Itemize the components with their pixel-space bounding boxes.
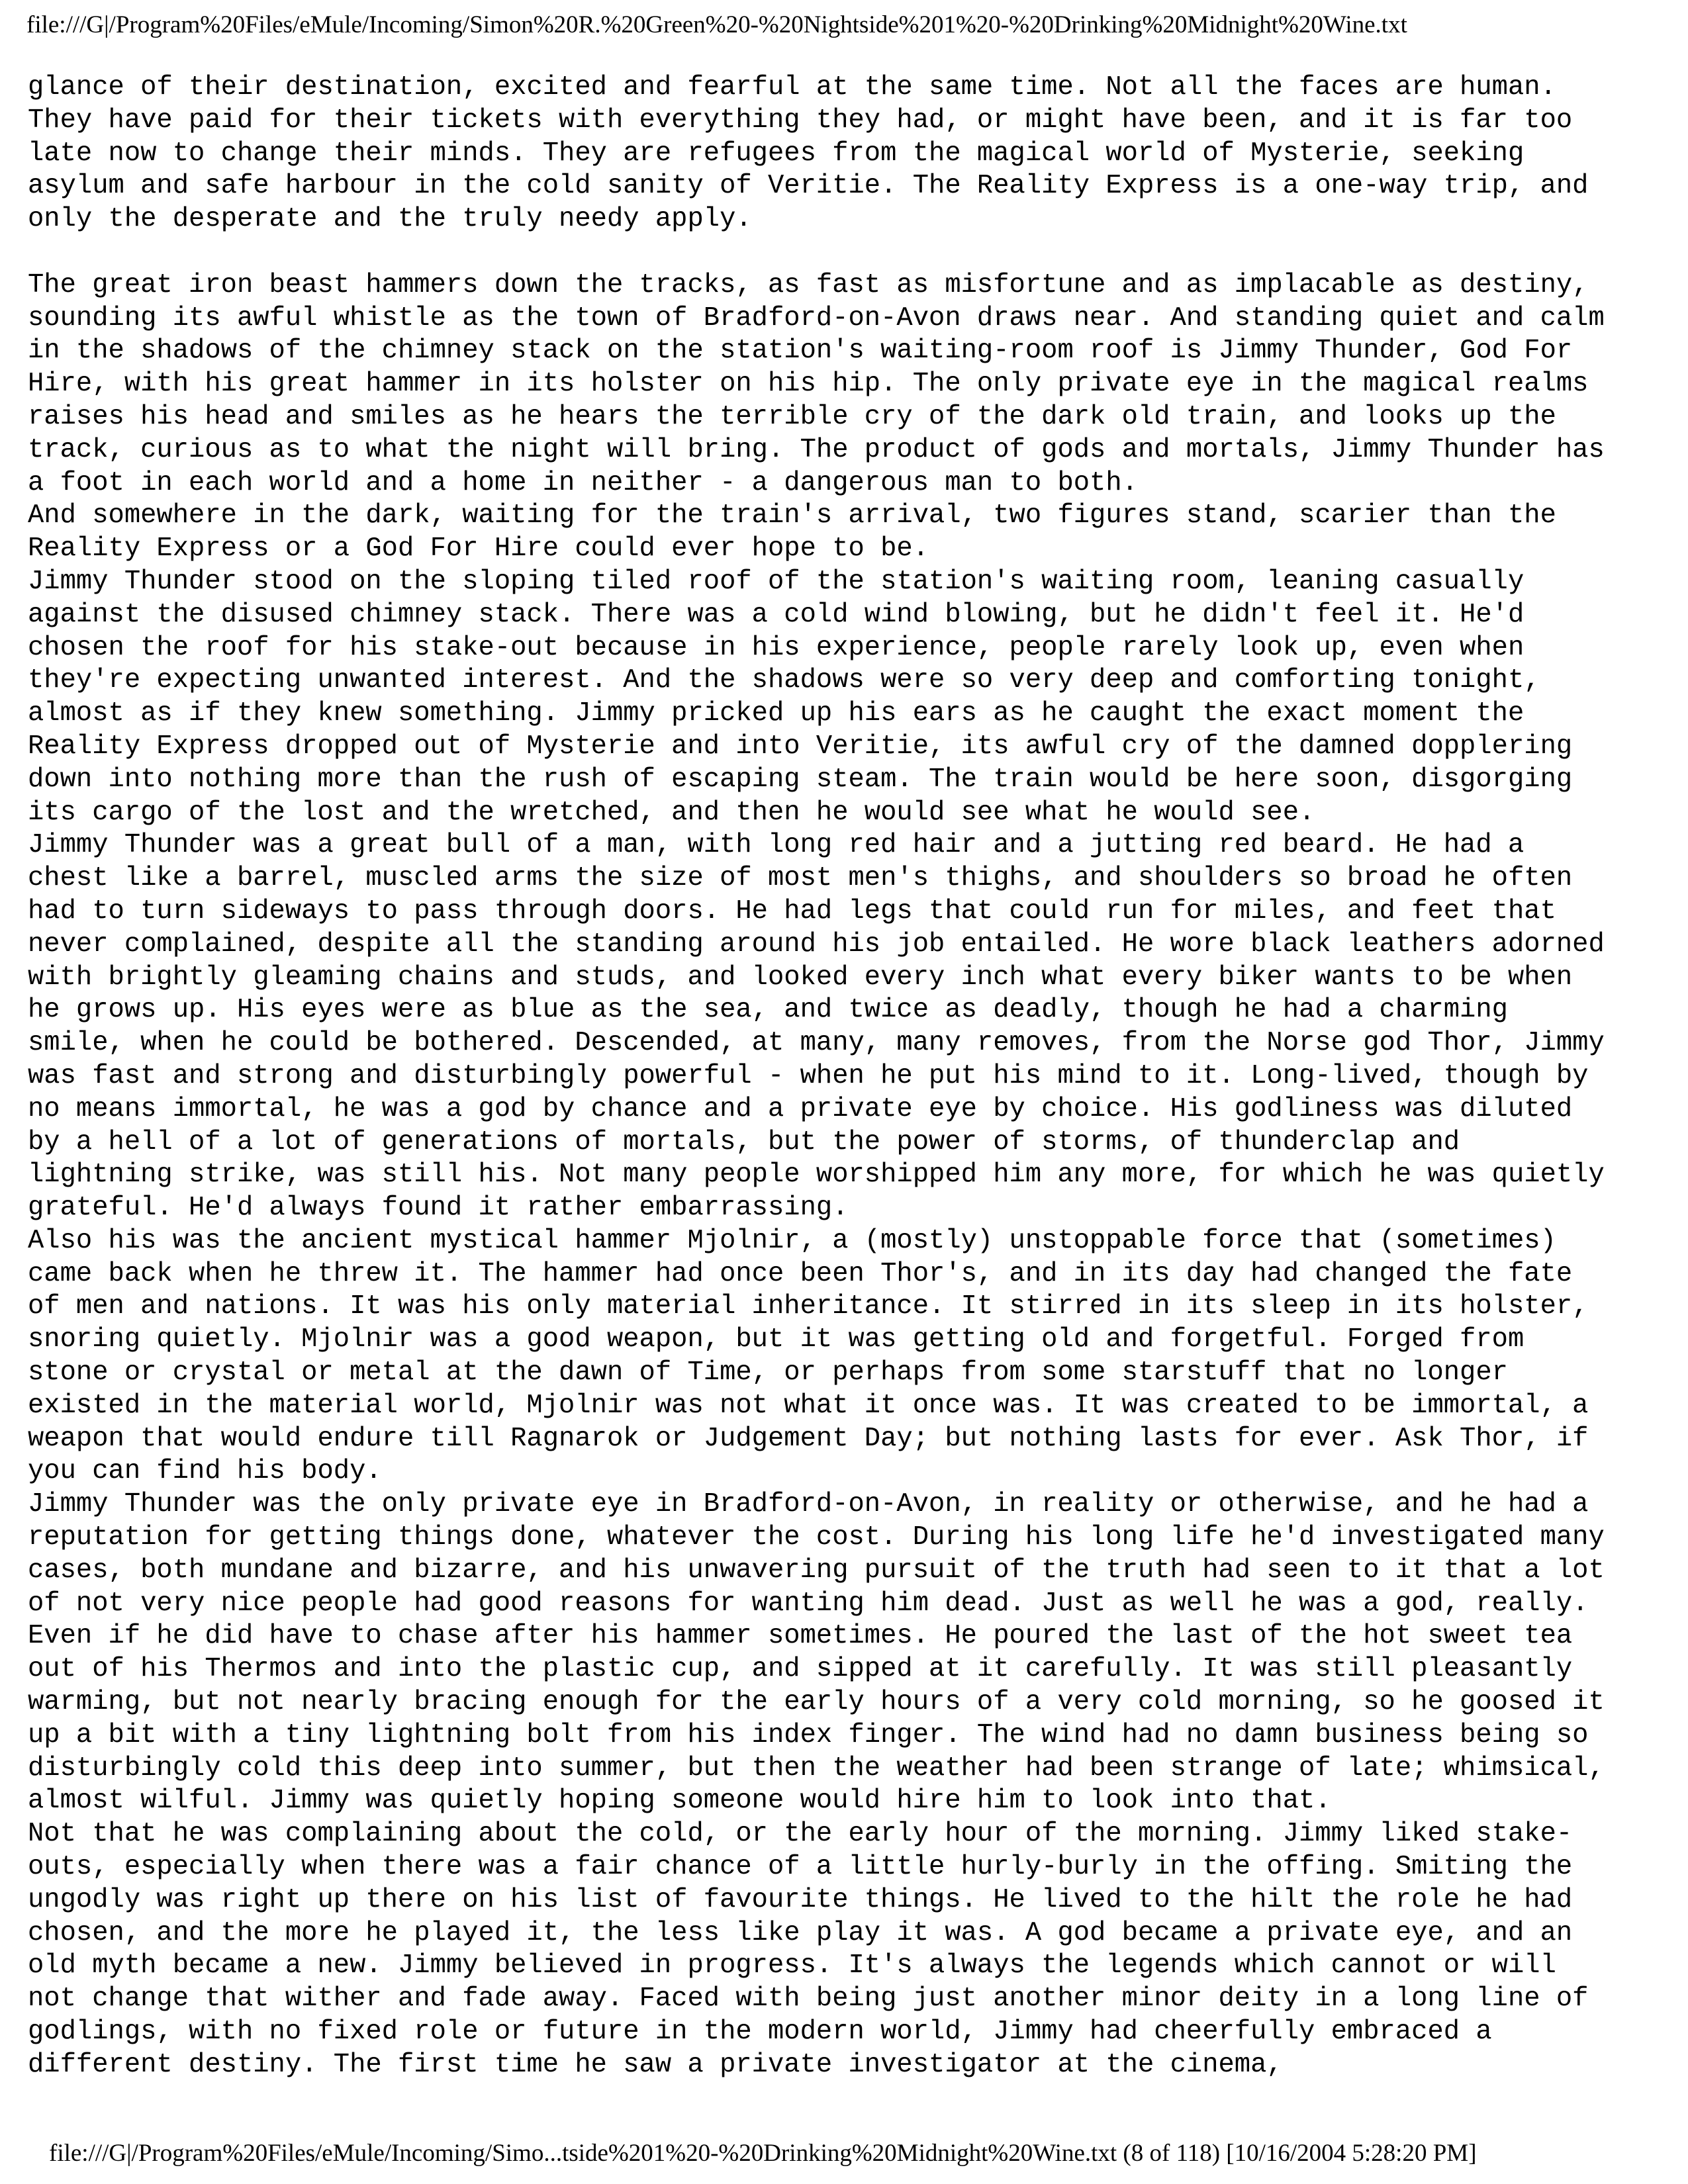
paragraph-two-figures: And somewhere in the dark, waiting for the train's arrival, two figures stand, scarier than the Reality Express or a God For Hire could ever hope to be. <box>28 500 1556 565</box>
file-path-header: file:///G|/Program%20Files/eMule/Incoming/Simon%20R.%20Green%20-%20Nightside%201%20-%20Drinking%20Midnight%20Wine.txt <box>26 11 1407 38</box>
paragraph-refugees: glance of their destination, excited and fearful at the same time. Not all the faces are human. They have paid for their tickets with everything they had, or might have been, and it is far too late now to change their minds. They are refugees from the magical world of Mysterie, seeking asylum and safe harbour in the cold sanity of Veritie. The Reality Express is a one-way trip, and only the desperate and the truly needy apply. <box>28 72 1589 235</box>
paragraph-gap <box>28 236 1669 269</box>
paragraph-stakeouts: Not that he was complaining about the cold, or the early hour of the morning. Jimmy liked stake- outs, especially when there was a fair chance of a little hurly-burly in the offing. Smiting the ungodly was right up there on his list of favourite things. He lived to the hilt the role he had chosen, and the more he played it, the less like play it was. A god became a private eye, and an old myth became a new. Jimmy believed in progress. It's always the legends which cannot or will not change that wither and fade away. Faced with being just another minor deity in a long line of godlings, with no fixed role or future in the modern world, Jimmy had cheerfully embraced a different destiny. The first time he saw a private investigator at the cinema, <box>28 1819 1589 2080</box>
paragraph-iron-beast: The great iron beast hammers down the tracks, as fast as misfortune and as implacable as destiny, sounding its awful whistle as the town of Bradford-on-Avon draws near. And standing quiet and calm in the shadows of the chimney stack on the station's waiting-room roof is Jimmy Thunder, God For Hire, with his great hammer in its holster on his hip. The only private eye in the magical realms raises his head and smiles as he hears the terrible cry of the dark old train, and looks up the track, curious as to what the night will bring. The product of gods and mortals, Jimmy Thunder has a foot in each world and a home in neither - a dangerous man to both. <box>28 269 1605 498</box>
page-footer: file:///G|/Program%20Files/eMule/Incoming/Simo...tside%201%20-%20Drinking%20Midnight%20Wine.txt (8 of 118) [10/16/2004 5:28:20 PM] <box>49 2140 1477 2167</box>
paragraph-private-eye: Jimmy Thunder was the only private eye in Bradford-on-Avon, in reality or otherwise, and he had a reputation for getting things done, whatever the cost. During his long life he'd investigated many cases, both mundane and bizarre, and his unwavering pursuit of the truth had seen to it that a lot of not very nice people had good reasons for wanting him dead. Just as well he was a god, really. Even if he did have to chase after his hammer sometimes. He poured the last of the hot sweet tea out of his Thermos and into the plastic cup, and sipped at it carefully. It was still pleasantly warming, but not nearly bracing enough for the early hours of a very cold morning, so he goosed it up a bit with a tiny lightning bolt from his index finger. The wind had no damn business being so disturbingly cold this deep into summer, but then the weather had been strange of late; whimsical, almost wilful. Jimmy was quietly hoping someone would hire him to look into that. <box>28 1489 1605 1817</box>
paragraph-jimmy-description: Jimmy Thunder was a great bull of a man, with long red hair and a jutting red beard. He had a chest like a barrel, muscled arms the size of most men's thighs, and shoulders so broad he often had to turn sideways to pass through doors. He had legs that could run for miles, and feet that never complained, despite all the standing around his job entailed. He wore black leathers adorned with brightly gleaming chains and studs, and looked every inch what every biker wants to be when he grows up. His eyes were as blue as the sea, and twice as deadly, though he had a charming smile, when he could be bothered. Descended, at many, many removes, from the Norse god Thor, Jimmy was fast and strong and disturbingly powerful - when he put his mind to it. Long-lived, though by no means immortal, he was a god by chance and a private eye by choice. His godliness was diluted by a hell of a lot of generations of mortals, but the power of storms, of thunderclap and lightning strike, was still his. Not many people worshipped him any more, for which he was quietly grateful. He'd always found it rather embarrassing. <box>28 830 1605 1224</box>
paragraph-mjolnir: Also his was the ancient mystical hammer Mjolnir, a (mostly) unstoppable force that (sometimes) came back when he threw it. The hammer had once been Thor's, and in its day had changed the fate of men and nations. It was his only material inheritance. It stirred in its sleep in its holster, snoring quietly. Mjolnir was a good weapon, but it was getting old and forgetful. Forged from stone or crystal or metal at the dawn of Time, or perhaps from some starstuff that no longer existed in the material world, Mjolnir was not what it once was. It was created to be immortal, a weapon that would endure till Ragnarok or Judgement Day; but nothing lasts for ever. Ask Thor, if you can find his body. <box>28 1225 1589 1487</box>
document-body <box>28 71 1669 2082</box>
paragraph-stakeout-roof: Jimmy Thunder stood on the sloping tiled roof of the station's waiting room, leaning casually against the disused chimney stack. There was a cold wind blowing, but he didn't feel it. He'd chosen the roof for his stake-out because in his experience, people rarely look up, even when they're expecting unwanted interest. And the shadows were so very deep and comforting tonight, almost as if they knew something. Jimmy pricked up his ears as he caught the exact moment the Reality Express dropped out of Mysterie and into Veritie, its awful cry of the damned dopplering down into nothing more than the rush of escaping steam. The train would be here soon, disgorging its cargo of the lost and the wretched, and then he would see what he would see. <box>28 566 1573 828</box>
